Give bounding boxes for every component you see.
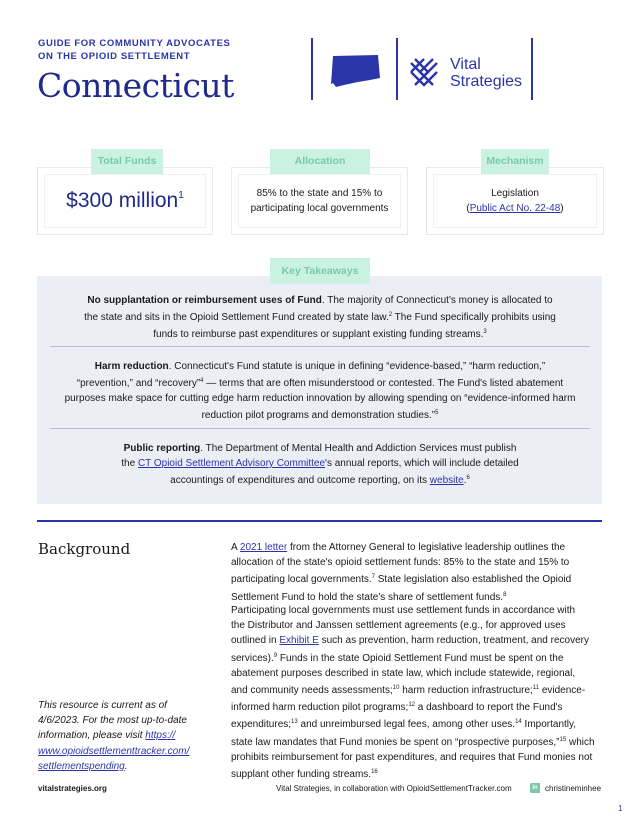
total-funds-card	[37, 167, 213, 235]
linkedin-icon: in	[530, 783, 540, 793]
divider-left	[311, 38, 313, 100]
total-funds-value: $300 million$^1$	[66, 189, 184, 212]
footer-handle: christineminhee	[545, 784, 602, 793]
takeaway-divider-2	[50, 428, 590, 429]
logo-wordmark	[450, 56, 522, 90]
section-rule	[37, 520, 602, 522]
guide-subtitle	[38, 37, 230, 63]
tracker-link-part-1[interactable]: https://	[145, 730, 176, 742]
mechanism-label: Mechanism	[481, 149, 549, 174]
background-paragraph-1: A 2021 letter from the Attorney General to legislative leadership outlines the allocation of the state's opioid settlement funds: 85% to the state and 15% to participating local governments.$^7$ State legislation also established the Opioid Settlement Fund to hold the state's share of settlement funds.$^8$	[231, 542, 572, 603]
logo-word-2: Strategies	[450, 73, 523, 90]
background-heading: Background	[38, 540, 131, 558]
background-paragraph-2: Participating local governments must use settlement funds in accordance with the Distributor and Janssen settlement agreements (e.g., for approved uses outlined in Exhibit E such as prevention, harm reduction, treatment, and recovery services).$^9$ Funds in the state Opioid Settlement Fund must be spent on the abatement purposes described in state law, which include statewide, regional, and community needs assessments;$^{10}$ harm reduction infrastructure;$^{11}$ evidence- informed harm reduction pilot programs;$^{12}$ a dashboard to report the Fund's expenditures;$^{13}$ and unreimbursed legal fees, among other uses.$^{14}$ Importantly, state law mandates that Fund monies be spent on “prospective purposes,”$^{15}$ which prohibits reimbursement for past expenditures, and requires that Fund monies not supplant other funding streams.$^{16}$	[231, 605, 595, 781]
mechanism-line-2: (Public Act No. 22-48)	[466, 203, 564, 214]
advisory-committee-link[interactable]: CT Opioid Settlement Advisory Committee	[137, 458, 326, 469]
total-funds-label: Total Funds	[91, 149, 163, 174]
mechanism-line-1: Legislation	[491, 188, 539, 199]
footer-collaboration: Vital Strategies, in collaboration with OpioidSettlementTracker.com	[276, 784, 512, 793]
guide-line-1: GUIDE FOR COMMUNITY ADVOCATES	[38, 38, 231, 49]
exhibit-e-link[interactable]: Exhibit E	[279, 635, 319, 647]
connecticut-map-icon	[330, 54, 382, 88]
allocation-card	[231, 167, 408, 235]
footer-site[interactable]: vitalstrategies.org	[38, 784, 107, 793]
mechanism-card	[426, 167, 604, 235]
takeaway-divider-1	[50, 346, 590, 347]
allocation-line-1: 85% to the state and 15% to	[256, 188, 383, 199]
page-number: 1	[618, 804, 623, 813]
website-link[interactable]: website	[429, 475, 464, 486]
public-act-link[interactable]: Public Act No. 22-48	[469, 203, 561, 214]
guide-line-2: ON THE OPIOID SETTLEMENT	[38, 51, 191, 62]
currency-note: This resource is current as of 4/6/2023. For the most up-to-date information, please visit https:// www.opioidsettlementtracker.com/ settlementspending.	[38, 700, 190, 772]
takeaway-harm-reduction: Harm reduction. Connecticut's Fund statute is unique in defining “evidence-based,” “harm reduction,” “prevention,” and “recovery”$^4$ — terms that are often misunderstood or contested. The Fund's listed abatement purposes make space for cutting edge harm reduction innovation by allowing spending on “evidence-informed harm reduction pilot programs and demonstration studies.”$^5$	[64, 361, 576, 421]
tracker-link-part-2[interactable]: www.opioidsettlementtracker.com/	[38, 745, 190, 757]
takeaway-supplantation: No supplantation or reimbursement uses of Fund. The majority of Connecticut's money is allocated to the state and sits in the Opioid Settlement Fund created by state law.$^2$ The Fund specifically prohibits using funds to reimburse past expenditures or supplant existing funding streams.$^3$	[84, 295, 556, 340]
divider-mid	[396, 38, 398, 100]
divider-right	[531, 38, 533, 100]
ag-letter-link[interactable]: 2021 letter	[239, 542, 288, 553]
allocation-line-2: participating local governments	[250, 203, 389, 214]
key-takeaways-label: Key Takeaways	[270, 258, 370, 284]
tracker-link-part-3[interactable]: settlementspending	[38, 760, 125, 772]
logo-word-1: Vital	[450, 56, 481, 73]
allocation-label: Allocation	[270, 149, 370, 174]
takeaway-public-reporting: Public reporting. The Department of Mental Health and Addiction Services must publish the CT Opioid Settlement Advisory Committee's annual reports, which will include detailed accountings of expenditures and outcome reporting, on its website.$^6$	[121, 443, 519, 486]
page-title: Connecticut	[37, 66, 234, 105]
vital-strategies-logo-icon	[405, 53, 443, 91]
